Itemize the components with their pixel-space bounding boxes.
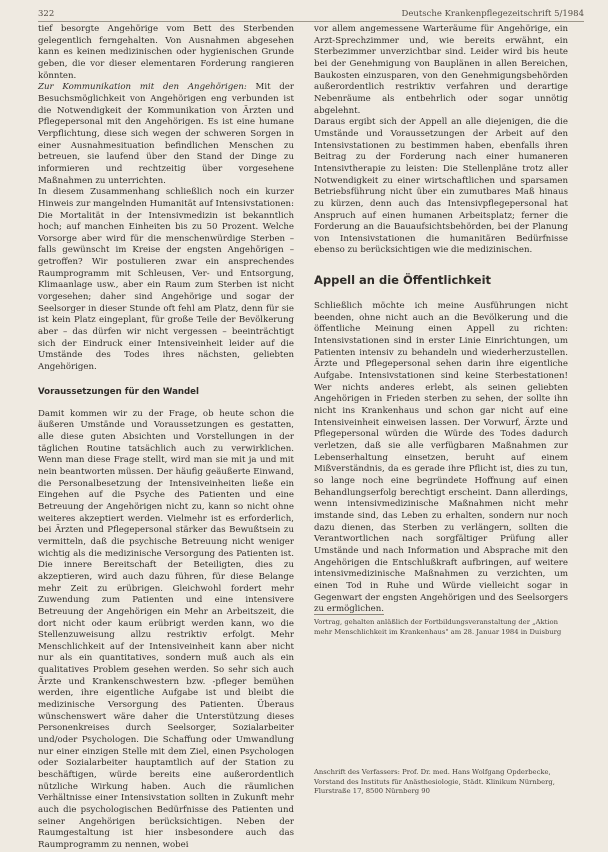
- left-paragraph-1: tief besorgte Angehörige vom Bett des Sterbenden gelegentlich ferngehalten. Von Ausnahmen abgesehen kann es keinen medizinischen oder hygienischen Grunde geben, die vor dieser elementaren Forderung rangieren könnten.: [38, 24, 294, 81]
- footnote: Vortrag, gehalten anläßlich der Fortbildungsveranstaltung der „Aktion mehr Menschlichkeit im Krankenhaus" am 28. Januar 1984 in Duisburg: [314, 618, 562, 636]
- left-paragraph-3: In diesem Zusammenhang schließlich noch ein kurzer Hinweis zur mangelnden Humanität auf Intensivstationen: Die Mortalität in der Intensivmedizin ist bekanntlich hoch; auf manchen Einheiten bis zu 50 Prozent. Welche Vorsorge aber wird für die menschenwürdige Sterben – falls gewünscht im Kreise der engsten Angehörigen – getroffen? Wir postulieren zwar ein ansprechendes Raumprogramm mit Schleusen, Ver- und Entsorgung, Klimaanlage usw., aber ein Raum zum Sterben ist nicht vorgesehen; daher sind Angehörige und sogar der Seelsorger in dieser Stunde oft fehl am Platz, denn für sie ist kein Platz eingeplant, für große Teile der Bevölkerung aber – das dürfen wir nicht vergessen – beeinträchtigt sich der Eindruck einer Intensiveinheit leider auf die Umstände des Todes ihres nächsten, geliebten Angehörigen.: [38, 187, 294, 373]
- section-heading-voraussetzungen: Voraussetzungen für den Wandel: [38, 386, 199, 397]
- header-rule: [38, 21, 584, 22]
- footnote-rule: [314, 614, 384, 615]
- left-paragraph-4: Damit kommen wir zu der Frage, ob heute schon die äußeren Umstände und Voraussetzungen es gestatten, alle diese guten Absichten und Vorstellungen in der täglichen Routine tatsächlich auch zu verwirklichen. Wenn man diese Frage stellt, wird man sie mit ja und mit nein beantworten müssen. Der häufig geäußerte Einwand, die Personalbesetzung der Intensiveinheiten ließe ein Eingehen auf die Psyche des Patienten und eine Betreuung der Angehörigen nicht zu, kann so nicht ohne weiteres akzeptiert werden. Vielmehr ist es erforderlich, bei Ärzten und Pflegepersonal stärker das Bewußtsein zu vermitteln, daß die psychische Betreuung nicht weniger wichtig als die medizinische Versorgung des Patienten ist. Die innere Bereitschaft der Beteiligten, dies zu akzeptieren, wird auch dazu führen, für diese Belange mehr Zeit zu erübrigen. Gleichwohl fordert mehr Zuwendung zum Patienten und eine intensivere Betreuung der Angehörigen ein Mehr an Arbeitszeit, die dort nicht oder kaum erübrigt werden kann, wo die Stellenzuweisung allzu restriktiv erfolgt. Mehr Menschlichkeit auf der Intensiveinheit kann aber nicht nur als ein quantitatives, sondern muß auch als ein qualitatives Problem gesehen werden. So sehr sich auch Ärzte und Krankenschwestern bzw. -pfleger bemühen werden, ihre eigentliche Aufgabe ist und bleibt die medizinische Versorgung des Patienten. Überaus wünschenswert wäre daher die Unterstützung dieses Personenkreises durch Seelsorger, Sozialarbeiter und/oder Psychologen. Die Schaffung oder Umwandlung nur einer einzigen Stelle mit dem Ziel, einen Psychologen oder Sozialarbeiter hauptamtlich auf der Station zu beschäftigen, würde bereits eine außerordentlich nützliche Wirkung haben. Auch die räumlichen Verhältnisse einer Intensivstation sollten in Zukunft mehr auch die psychologischen Bedürfnisse des Patienten und seiner Angehörigen berücksichtigen. Neben der Raumgestaltung ist hier insbesondere auch das Raumprogramm zu nennen, wobei: [38, 408, 294, 850]
- page-number: 322: [38, 9, 55, 19]
- left-paragraph-2: [38, 82, 294, 187]
- right-column: [314, 24, 568, 616]
- page-header: [38, 8, 584, 20]
- author-address: Anschrift des Verfassers: Prof. Dr. med. Hans Wolfgang Opderbecke, Vorstand des Instituts für Anästhesiologie, Städt. Klinikum Nürnberg, Flurstraße 17, 8500 Nürnberg 90: [314, 768, 555, 796]
- journal-title: Deutsche Krankenpflegezeitschrift 5/1984: [401, 9, 584, 19]
- left-column: [38, 24, 294, 852]
- right-paragraph-3: Schließlich möchte ich meine Ausführungen nicht beenden, ohne nicht auch an die Bevölkerung und die öffentliche Meinung einen Appell zu richten: Intensivstationen sind in erster Linie Einrichtungen, um Patienten intensiv zu behandeln und wiederherzustellen. Ärzte und Pflegepersonal sehen darin ihre eigentliche Aufgabe. Intensivstationen sind keine Sterbestationen! Wer nichts anderes erlebt, als seinen geliebten Angehörigen in Frieden sterben zu sehen, der sollte ihn nicht ins Krankenhaus und schon gar nicht auf eine Intensiveinheit einweisen lassen. Der Vorwurf, Ärzte und Pflegepersonal würden die Würde des Todes dadurch verletzen, daß sie alle verfügbaren Maßnahmen zur Lebenserhaltung einsetzen, beruht auf einem Mißverständnis, da es gerade ihre Pflicht ist, dies zu tun, so lange noch eine begründete Hoffnung auf einen Behandlungserfolg berechtigt erscheint. Dann allerdings, wenn intensivmedizinische Maßnahmen nicht mehr imstande sind, das Leben zu erhalten, sondern nur noch dazu dienen, das Sterben zu verlängern, sollten die Verantwortlichen nach sorgfältiger Prüfung aller Umstände und nach Information und Absprache mit den Angehörigen die Entschlußkraft aufbringen, auf weitere intensivmedizinische Maßnahmen zu verzichten, um einen Tod in Ruhe und Würde vielleicht sogar in Gegenwart der engsten Angehörigen und des Seelsorgers zu ermöglichen.: [314, 301, 568, 615]
- left-paragraph-2-text: Mit der Besuchsmöglichkeit von Angehörigen eng verbunden ist die Notwendigkeit der Kommunikation von Ärzten und Pflegepersonal mit den Angehörigen. Es ist eine humane Verpflichtung, diese sich wegen der schweren Sorgen in einer Ausnahmesituation befindlichen Menschen zu betreuen, sie laufend über den Stand der Dinge zu informieren und rechtzeitig über vorgesehene Maßnahmen zu unterrichten.: [38, 82, 294, 186]
- section-heading-appell: Appell an die Öffentlichkeit: [314, 273, 492, 288]
- right-paragraph-2: Daraus ergibt sich der Appell an alle diejenigen, die die Umstände und Voraussetzungen der Arbeit auf den Intensivstationen zu bestimmen haben, ebenfalls ihren Beitrag zu der Forderung nach einer humaneren Intensivtherapie zu leisten: Die Stellenpläne trotz aller Notwendigkeit zu einer wirtschaftlichen und sparsamen Betriebsführung nicht über ein zumutbares Maß hinaus zu kürzen, denn auch das Intensivpflegepersonal hat Anspruch auf einen humanen Arbeitsplatz; ferner die Forderung an die Bauaufsichtsbehörden, bei der Planung von Intensivstationen die humanitären Bedürfnisse ebenso zu berücksichtigen wie die medizinischen.: [314, 117, 568, 256]
- right-paragraph-1: vor allem angemessene Warteräume für Angehörige, ein Arzt-Sprechzimmer und, wie bereits erwähnt, ein Sterbezimmer unverzichtbar sind. Leider wird bis heute bei der Genehmigung von Bauplänen in allen Bereichen, Baukosten einzusparen, von den Genehmigungsbehörden außerordentlich restriktiv verfahren und derartige Nebenräume als entbehrlich oder sogar unnötig abgelehnt.: [314, 24, 568, 116]
- paragraph-lead-communication: Zur Kommunikation mit den Angehörigen:: [38, 82, 247, 93]
